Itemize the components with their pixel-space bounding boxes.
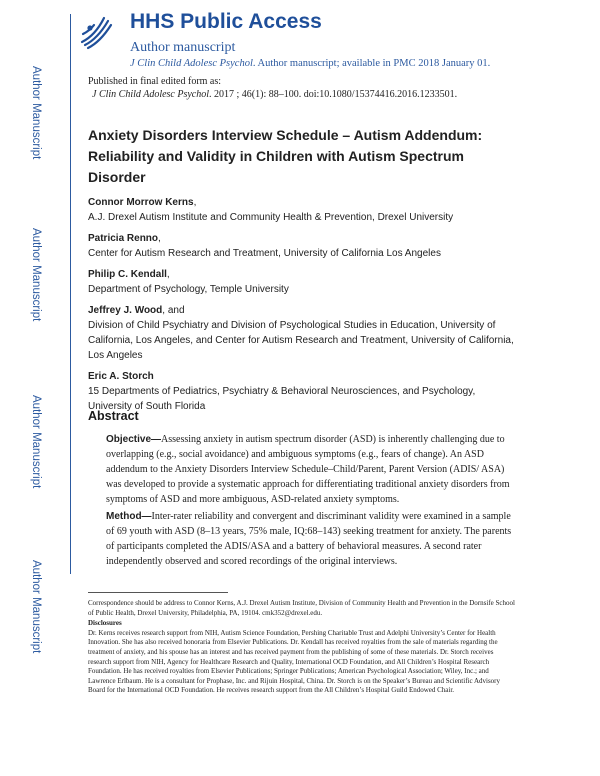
article-title: Anxiety Disorders Interview Schedule – Autism Addendum: Reliability and Validity in Children with Autism Spectrum Disorder: [88, 127, 483, 185]
author-name: Connor Morrow Kerns: [88, 197, 194, 208]
author-affiliation: Division of Child Psychiatry and Division of Psychological Studies in Education, University of California, Los Angeles, and Center for Autism Research and Treatment, University of California, Los Angeles: [88, 320, 514, 361]
author-manuscript-label: Author manuscript: [130, 40, 236, 55]
journal-availability: [130, 57, 490, 70]
author-affiliation: Center for Autism Research and Treatment, University of California Los Angeles: [88, 248, 441, 259]
publication-meta: [88, 76, 457, 101]
method-text: Inter-rater reliability and convergent and discriminant validity were examined in a sample of 69 youth with ASD (8–13 years, 75% male, IQ:68–143) seeking treatment for anxiety. The parents of participants completed the ADIS/ASA and a battery of behavioral measures. A second rater independently observed and scored recordings of the original interviews.: [106, 511, 512, 567]
sidebar-label-2: Author Manuscript: [30, 228, 42, 322]
availability-text: . Author manuscript; available in PMC 2018 January 01.: [252, 58, 491, 69]
author-name: Philip C. Kendall: [88, 269, 167, 280]
method-label: Method—: [106, 511, 152, 522]
hhs-title: HHS Public Access: [130, 10, 322, 33]
sidebar-label-1: Author Manuscript: [30, 66, 42, 160]
citation: [92, 89, 457, 102]
author-suffix: ,: [193, 197, 197, 208]
objective-label: Objective—: [106, 434, 162, 445]
author-name: Patricia Renno: [88, 233, 159, 244]
objective-text: Assessing anxiety in autism spectrum disorder (ASD) is inherently challenging due to overlapping (e.g., social avoidance) and ambiguous symptoms (e.g., fears of change). An ASD addendum to the Anxiety Disorders Interview Schedule–Child/Parent, Parent Version (ADIS/ ASA) was developed to provide a systematic approach for differentiating traditional anxiety disorders from symptoms of ASD and more ambiguous, ASD-related anxiety symptoms.: [106, 434, 510, 505]
author-entry: [88, 304, 518, 363]
hhs-eagle-icon: [78, 12, 114, 52]
correspondence-note: Correspondence should be address to Connor Kerns, A.J. Drexel Autism Institute, Division of Community Health and Prevention in the Dornsife School of Public Health, Drexel University, Philadelphia, PA, 19104. cmk352@drexel.edu.: [88, 599, 515, 617]
author-name: Eric A. Storch: [88, 371, 154, 382]
author-entry: [88, 268, 518, 297]
author-name: Jeffrey J. Wood: [88, 305, 163, 316]
author-affiliation: 15 Departments of Pediatrics, Psychiatry & Behavioral Neurosciences, and Psychology, University of South Florida: [88, 386, 476, 412]
abstract-method: [106, 509, 520, 569]
sidebar-label-4: Author Manuscript: [30, 560, 42, 654]
footnote-divider: [88, 592, 228, 593]
citation-details: . 2017 ; 46(1): 88–100. doi:10.1080/15374416.2016.1233501.: [209, 88, 458, 100]
abstract-heading: Abstract: [88, 409, 139, 423]
sidebar-label-3: Author Manuscript: [30, 395, 42, 489]
author-entry: [88, 232, 518, 261]
disclosures-heading: Disclosures: [88, 619, 122, 628]
author-suffix: ,: [166, 269, 170, 280]
sidebar-divider: [70, 14, 71, 574]
disclosures-text: Dr. Kerns receives research support from NIH, Autism Science Foundation, Pershing Charitable Trust and Adelphi University’s Center for Health Innovation. She has also received honoraria from Elsevier Publications. Dr. Kendall has received royalties from the sale of materials regarding the treatment of anxiety, and his spouse has an interest and has received payment from the publishing of some of these materials. Dr. Storch receives research support from NIH, Agency for Healthcare Research and Quality, International OCD Foundation, and All Children’s Hospital Research Foundation. He has received royalties from Elsevier Publications; Springer Publications; American Psychological Association; Wiley, Inc.; and Lawrence Erlbaum. He is a consultant for Prophase, Inc. and Rijuin Hospital, China. Dr. Storch is on the Speaker’s Bureau and Scientific Advisory Board for the International OCD Foundation. He receives research support from the All Children’s Hospital Guild Endowed Chair.: [88, 628, 501, 695]
author-suffix: , and: [162, 305, 185, 316]
author-list: [88, 196, 518, 421]
author-entry: [88, 196, 518, 225]
author-affiliation: A.J. Drexel Autism Institute and Community Health & Prevention, Drexel University: [88, 212, 454, 223]
citation-journal: J Clin Child Adolesc Psychol: [92, 88, 210, 100]
author-affiliation: Department of Psychology, Temple University: [88, 284, 289, 295]
author-suffix: ,: [158, 233, 161, 244]
footnotes: [88, 599, 518, 696]
author-entry: [88, 370, 518, 414]
abstract-objective: [106, 432, 520, 507]
published-label: Published in final edited form as:: [88, 76, 222, 87]
journal-abbrev: J Clin Child Adolesc Psychol: [130, 58, 253, 69]
